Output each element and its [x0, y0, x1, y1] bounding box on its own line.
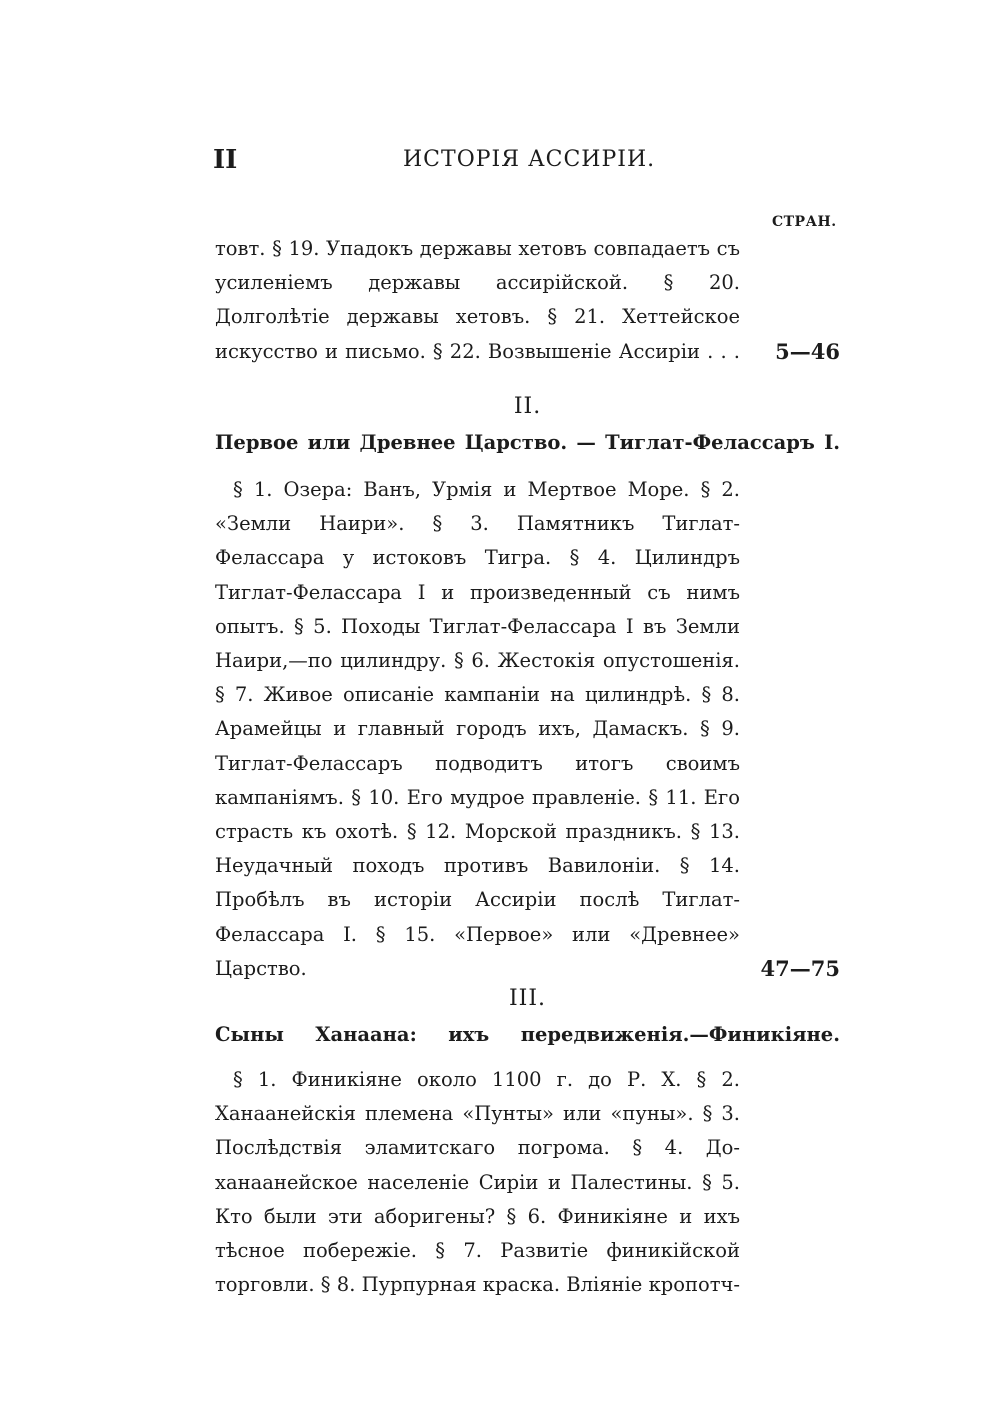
- toc-entry-pages: 5—46: [775, 338, 840, 364]
- toc-entry-text: § 1. Озера: Ванъ, Урмія и Мертвое Море. § 2. «Земли Наири». § 3. Памятникъ Тиглат-Фелассара у истоковъ Тигра. § 4. Цилиндръ Тиглат-Фелассара I и произведенный съ нимъ опытъ. § 5. Походы Тиглат-Фелассара I въ Земли Наири,—по цилиндру. § 6. Жестокія опустошенія. § 7. Живое описаніе кампаніи на цилиндрѣ. § 8. Арамейцы и главный городъ ихъ, Дамаскъ. § 9. Тиглат-Фелассаръ подводитъ итогъ своимъ кампаніямъ. § 10. Его мудрое правленіе. § 11. Его страсть къ охотѣ. § 12. Морской праздникъ. § 13. Неудачный походъ противъ Вавилоніи. § 14. Пробѣлъ въ исторіи Ассиріи послѣ Тиглат-Фелассара I. § 15. «Первое» или «Древнее» Царство.: [215, 478, 740, 980]
- toc-entry: [215, 232, 840, 369]
- toc-entry-pages: 47—75: [760, 956, 840, 982]
- chapter-number: II.: [513, 394, 542, 419]
- chapter-number: III.: [508, 986, 547, 1011]
- running-title: ИСТОРІЯ АССИРІИ.: [403, 147, 656, 172]
- toc-entry-text: товт. § 19. Упадокъ державы хетовъ совпадаетъ съ усиленіемъ державы ассирійской. § 20. Долголѣтіе державы хетовъ. § 21. Хеттейское искусство и письмо. § 22. Возвышеніе Ассиріи . . .: [215, 237, 740, 363]
- toc-entry: [215, 1063, 840, 1302]
- chapter-title: Первое или Древнее Царство. — Тиглат-Фелассаръ I.: [215, 431, 840, 454]
- running-head: [213, 145, 843, 179]
- pages-column-label: СТРАН.: [772, 214, 837, 230]
- page-number: II: [213, 145, 238, 175]
- toc-entry: [215, 473, 840, 986]
- chapter-title: Сыны Ханаана: ихъ передвиженія.—Финикіяне.: [215, 1023, 840, 1046]
- toc-entry-text: § 1. Финикіяне около 1100 г. до Р. Х. § 2. Ханаанейскія племена «Пунты» или «пуны». § 3. Послѣдствія эламитскаго погрома. § 4. До-ханаанейское населеніе Сиріи и Палестины. § 5. Кто были эти аборигены? § 6. Финикіяне и ихъ тѣсное побережіе. § 7. Развитіе финикійской торговли. § 8. Пурпурная краска. Вліяніе кропотч-: [215, 1068, 740, 1297]
